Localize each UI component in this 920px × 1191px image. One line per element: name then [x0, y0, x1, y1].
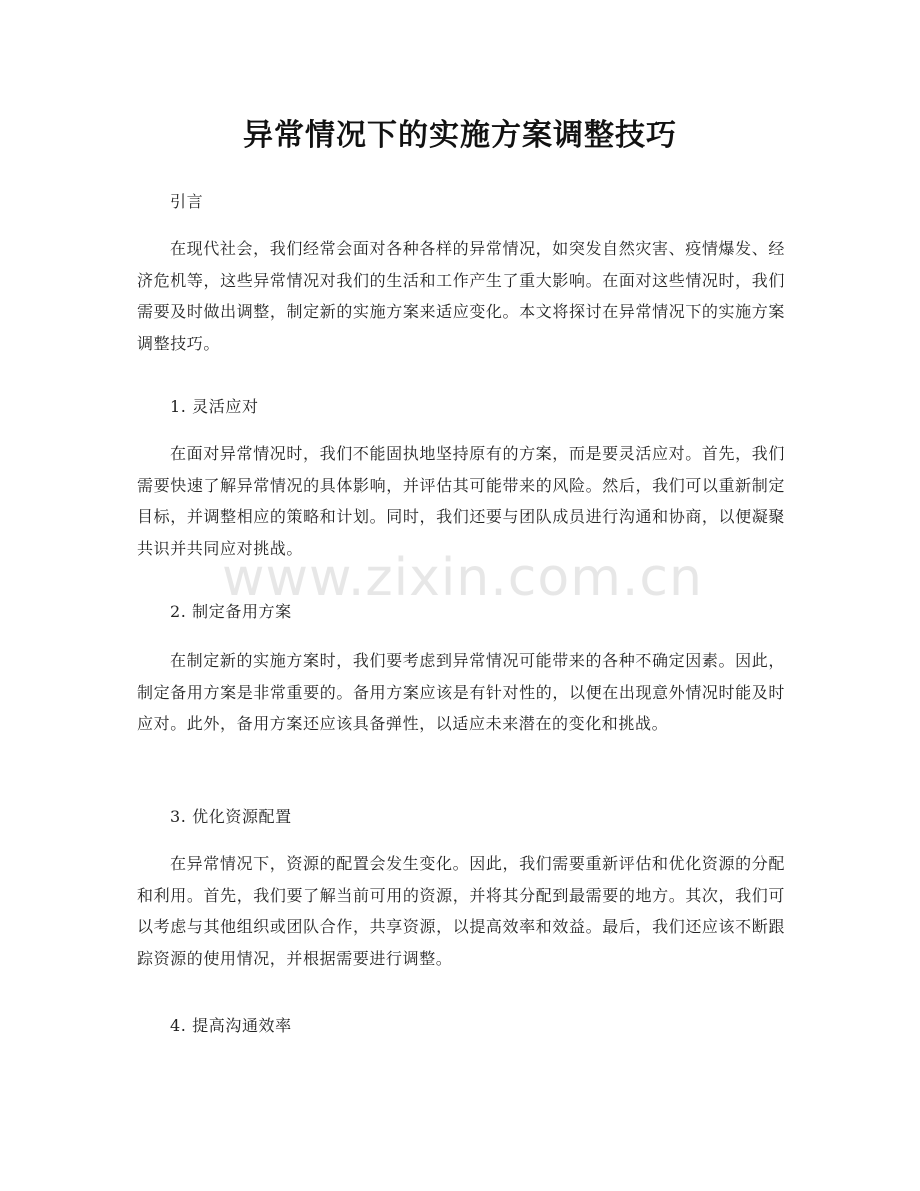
section-paragraph-3: 在异常情况下，资源的配置会发生变化。因此，我们需要重新评估和优化资源的分配和利用。首先，我们要了解当前可用的资源，并将其分配到最需要的地方。其次，我们可以考虑与其他组织或团队合作，共享资源，以提高效率和效益。最后，我们还应该不断跟踪资源的使用情况，并根据需要进行调整。: [137, 854, 785, 968]
intro-heading: 引言: [170, 192, 204, 211]
document-title: 异常情况下的实施方案调整技巧: [243, 118, 677, 153]
watermark: www.zixin.com.cn: [222, 548, 703, 608]
intro-paragraph: 在现代社会，我们经常会面对各种各样的异常情况，如突发自然灾害、疫情爆发、经济危机等，这些异常情况对我们的生活和工作产生了重大影响。在面对这些情况时，我们需要及时做出调整，制定新的实施方案来适应变化。本文将探讨在异常情况下的实施方案调整技巧。: [137, 239, 785, 353]
section-heading-1: 1. 灵活应对: [170, 397, 259, 416]
section-paragraph-2: 在制定新的实施方案时，我们要考虑到异常情况可能带来的各种不确定因素。因此，制定备用方案是非常重要的。备用方案应该是有针对性的，以便在出现意外情况时能及时应对。此外，备用方案还应该具备弹性，以适应未来潜在的变化和挑战。: [137, 651, 785, 733]
section-heading-2: 2. 制定备用方案: [170, 602, 292, 621]
section-paragraph-1: 在面对异常情况时，我们不能固执地坚持原有的方案，而是要灵活应对。首先，我们需要快速了解异常情况的具体影响，并评估其可能带来的风险。然后，我们可以重新制定目标，并调整相应的策略和计划。同时，我们还要与团队成员进行沟通和协商，以便凝聚共识并共同应对挑战。: [137, 444, 785, 558]
section-heading-3: 3. 优化资源配置: [170, 807, 292, 826]
section-heading-4: 4. 提高沟通效率: [170, 1016, 292, 1035]
